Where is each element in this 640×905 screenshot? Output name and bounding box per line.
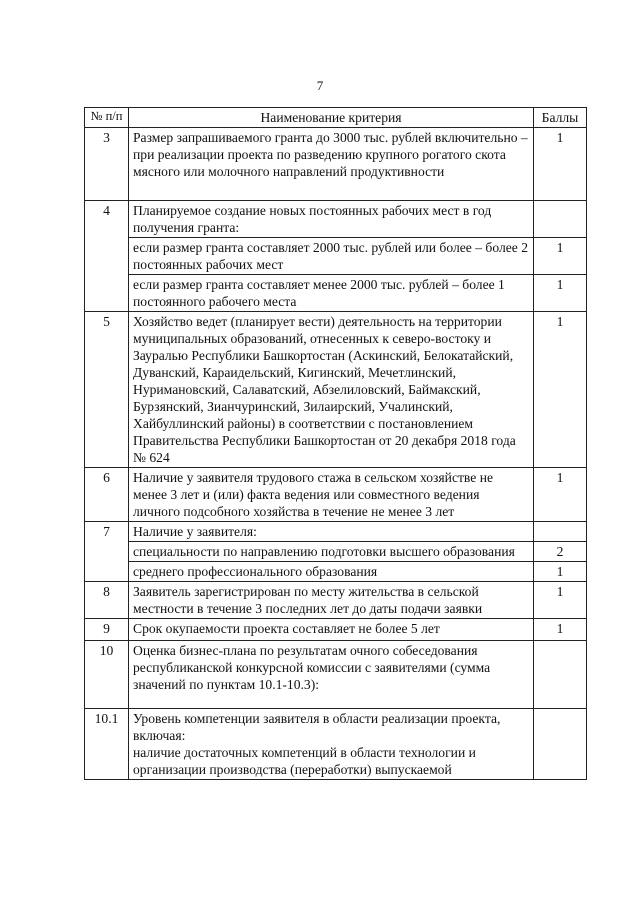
score-value: 1 bbox=[534, 275, 587, 312]
criterion-text: Уровень компетенции заявителя в области реализации проекта, включая: bbox=[133, 711, 501, 743]
row-number: 7 bbox=[85, 522, 129, 582]
row-number: 10 bbox=[85, 641, 129, 709]
table-subrow bbox=[85, 238, 587, 275]
page-number: 7 bbox=[316, 78, 324, 93]
row-number: 6 bbox=[85, 468, 129, 522]
criterion-text: Наличие у заявителя: bbox=[129, 522, 534, 542]
score-value: 1 bbox=[534, 619, 587, 641]
header-number: № п/п bbox=[85, 108, 129, 128]
row-number: 8 bbox=[85, 582, 129, 619]
criterion-subtext: среднего профессионального образования bbox=[129, 562, 534, 582]
criterion-subtext: если размер гранта составляет 2000 тыс. рублей или более – более 2 постоянных рабочих мест bbox=[129, 238, 534, 275]
table-row bbox=[85, 201, 587, 238]
row-number: 10.1 bbox=[85, 709, 129, 780]
table-subrow bbox=[85, 542, 587, 562]
score-value bbox=[534, 201, 587, 238]
score-value bbox=[534, 641, 587, 709]
row-number: 9 bbox=[85, 619, 129, 641]
row-number: 5 bbox=[85, 312, 129, 468]
row-number: 3 bbox=[85, 128, 129, 201]
score-value: 1 bbox=[534, 562, 587, 582]
score-value bbox=[534, 522, 587, 542]
criterion-text: Хозяйство ведет (планирует вести) деятельность на территории муниципальных образований, отнесенных к северо-востоку и Зауралью Республики Башкортостан (Аскинский, Белокатайский, Дуванский, Караидельский, Кигинский, Мечетлинский, Нуримановский, Салаватский, Абзелиловский, Баймакский, Бурзянский, Зианчуринский, Зилаирский, Учалинский, Хайбуллинский районы) в соответствии с постановлением Правительства Республики Башкортостан от 20 декабря 2018 года № 624 bbox=[129, 312, 534, 468]
table-subrow bbox=[85, 275, 587, 312]
table-row bbox=[85, 128, 587, 201]
score-value: 1 bbox=[534, 238, 587, 275]
criteria-table bbox=[84, 107, 587, 780]
criterion-text: Заявитель зарегистрирован по месту жительства в сельской местности в течение 3 последних лет до даты подачи заявки bbox=[129, 582, 534, 619]
table-row bbox=[85, 619, 587, 641]
criterion-cell bbox=[129, 709, 534, 780]
criterion-text: Наличие у заявителя трудового стажа в сельском хозяйстве не менее 3 лет и (или) факта ведения или совместного ведения личного подсобного хозяйства в течение не менее 3 лет bbox=[129, 468, 534, 522]
criterion-subtext: специальности по направлению подготовки высшего образования bbox=[129, 542, 534, 562]
criterion-text: Планируемое создание новых постоянных рабочих мест в год получения гранта: bbox=[129, 201, 534, 238]
criterion-continuation-text: наличие достаточных компетенций в области технологии и организации производства (переработки) выпускаемой bbox=[133, 745, 476, 777]
score-value: 1 bbox=[534, 582, 587, 619]
criterion-text: Срок окупаемости проекта составляет не более 5 лет bbox=[129, 619, 534, 641]
table-row bbox=[85, 312, 587, 468]
header-score: Баллы bbox=[534, 108, 587, 128]
criterion-subtext: если размер гранта составляет менее 2000 тыс. рублей – более 1 постоянного рабочего места bbox=[129, 275, 534, 312]
score-value: 1 bbox=[534, 312, 587, 468]
score-value: 2 bbox=[534, 542, 587, 562]
score-value: 1 bbox=[534, 468, 587, 522]
score-value bbox=[534, 709, 587, 780]
table-row bbox=[85, 522, 587, 542]
score-value: 1 bbox=[534, 128, 587, 201]
table-row bbox=[85, 641, 587, 709]
header-criterion-name: Наименование критерия bbox=[129, 108, 534, 128]
table-row bbox=[85, 582, 587, 619]
table-header-row bbox=[85, 108, 587, 128]
table-subrow bbox=[85, 562, 587, 582]
table-row bbox=[85, 468, 587, 522]
criterion-text: Размер запрашиваемого гранта до 3000 тыс. рублей включительно – при реализации проекта по разведению крупного рогатого скота мясного или молочного направлений продуктивности bbox=[129, 128, 534, 201]
table-row bbox=[85, 709, 587, 780]
row-number: 4 bbox=[85, 201, 129, 312]
criterion-text: Оценка бизнес-плана по результатам очного собеседования республиканской конкурсной комиссии с заявителями (сумма значений по пунктам 10.1-10.3): bbox=[129, 641, 534, 709]
